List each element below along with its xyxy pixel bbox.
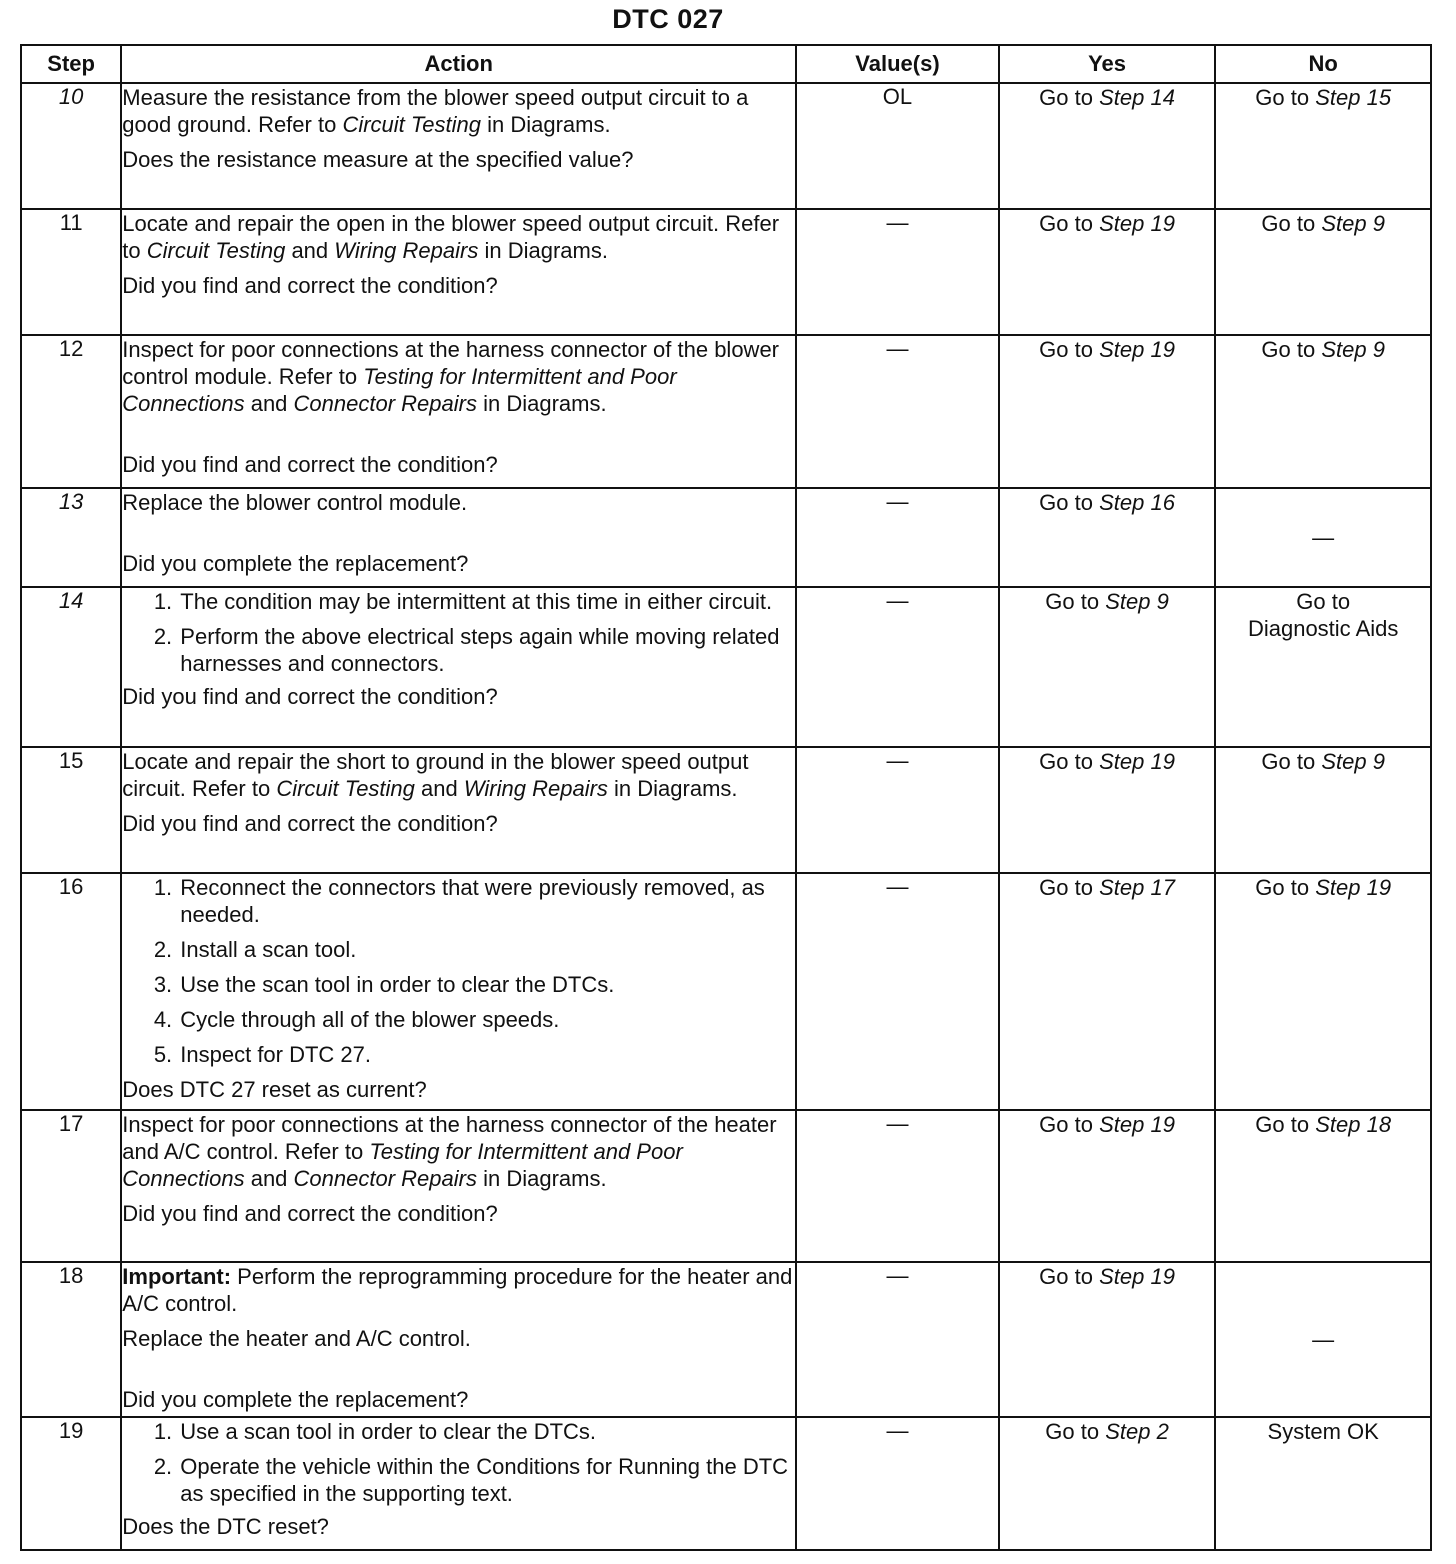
step-ref: Step 19 bbox=[1099, 1264, 1175, 1289]
value-cell: — bbox=[796, 873, 999, 1110]
action-question: Did you find and correct the condition? bbox=[122, 811, 498, 836]
action-cell bbox=[121, 747, 796, 873]
list-item: 2. Operate the vehicle within the Conditions for Running the DTC as specified in the supporting text. bbox=[178, 1453, 795, 1507]
table-row bbox=[21, 1110, 1431, 1262]
step-ref: Step 19 bbox=[1099, 749, 1175, 774]
diagnostic-aids-ref: Diagnostic Aids bbox=[1247, 616, 1399, 641]
action-cell bbox=[121, 873, 796, 1110]
list-item: 1. The condition may be intermittent at this time in either circuit. bbox=[178, 588, 795, 615]
action-text: Locate and repair the short to ground in the blower speed output circuit. Refer to Circuit Testing and Wiring Repairs in Diagrams. bbox=[122, 749, 749, 801]
value-cell: OL bbox=[796, 83, 999, 209]
yes-cell: Go to Step 19 bbox=[999, 335, 1216, 488]
table-row bbox=[21, 335, 1431, 488]
step-ref: Step 14 bbox=[1099, 85, 1175, 110]
step-ref: Step 2 bbox=[1105, 1419, 1169, 1444]
step-ref: Step 16 bbox=[1099, 490, 1175, 515]
yes-cell: Go to Step 2 bbox=[999, 1417, 1216, 1550]
value-cell: — bbox=[796, 1110, 999, 1262]
table-row bbox=[21, 209, 1431, 335]
step-number: 11 bbox=[21, 209, 121, 335]
action-question: Did you find and correct the condition? bbox=[122, 684, 498, 709]
step-number: 13 bbox=[21, 488, 121, 587]
list-item: 1. Use a scan tool in order to clear the DTCs. bbox=[178, 1418, 795, 1445]
no-cell: Go to Step 18 bbox=[1215, 1110, 1431, 1262]
yes-cell: Go to Step 14 bbox=[999, 83, 1216, 209]
step-number: 16 bbox=[21, 873, 121, 1110]
procedure-list bbox=[122, 588, 795, 677]
action-cell bbox=[121, 1110, 796, 1262]
no-cell: Go to Diagnostic Aids bbox=[1215, 587, 1431, 747]
header-no: No bbox=[1215, 45, 1431, 83]
yes-cell: Go to Step 17 bbox=[999, 873, 1216, 1110]
step-number: 18 bbox=[21, 1262, 121, 1417]
yes-cell: Go to Step 9 bbox=[999, 587, 1216, 747]
step-ref: Step 19 bbox=[1099, 1112, 1175, 1137]
action-question: Does the DTC reset? bbox=[122, 1514, 329, 1539]
procedure-list bbox=[122, 1418, 795, 1507]
yes-cell: Go to Step 19 bbox=[999, 1262, 1216, 1417]
action-cell bbox=[121, 335, 796, 488]
step-ref: Step 9 bbox=[1105, 589, 1169, 614]
action-cell bbox=[121, 1417, 796, 1550]
list-item: 1. Reconnect the connectors that were previously removed, as needed. bbox=[178, 874, 795, 928]
value-cell: — bbox=[796, 587, 999, 747]
action-cell bbox=[121, 1262, 796, 1417]
action-question: Did you find and correct the condition? bbox=[122, 1201, 498, 1226]
header-yes: Yes bbox=[999, 45, 1216, 83]
table-row bbox=[21, 873, 1431, 1110]
important-label: Important: bbox=[122, 1264, 232, 1289]
step-number: 17 bbox=[21, 1110, 121, 1262]
step-number: 12 bbox=[21, 335, 121, 488]
table-header-row bbox=[21, 45, 1431, 83]
list-item: 4. Cycle through all of the blower speeds. bbox=[178, 1006, 795, 1033]
table-row bbox=[21, 488, 1431, 587]
table-row bbox=[21, 83, 1431, 209]
value-cell: — bbox=[796, 1417, 999, 1550]
no-cell: Go to Step 15 bbox=[1215, 83, 1431, 209]
table-row bbox=[21, 747, 1431, 873]
no-cell: Go to Step 9 bbox=[1215, 209, 1431, 335]
table-row bbox=[21, 1262, 1431, 1417]
action-text: Locate and repair the open in the blower speed output circuit. Refer to Circuit Testing and Wiring Repairs in Diagrams. bbox=[122, 211, 780, 263]
value-cell: — bbox=[796, 747, 999, 873]
list-item: 2. Perform the above electrical steps again while moving related harnesses and connectors. bbox=[178, 623, 795, 677]
step-ref: Step 9 bbox=[1321, 337, 1385, 362]
yes-cell: Go to Step 19 bbox=[999, 747, 1216, 873]
list-item: 2. Install a scan tool. bbox=[178, 936, 795, 963]
action-text: Inspect for poor connections at the harness connector of the blower control module. Refer to Testing for Intermittent and Poor Connections and Connector Repairs in Diagrams. bbox=[122, 337, 780, 416]
no-cell: Go to Step 9 bbox=[1215, 335, 1431, 488]
action-text: Replace the heater and A/C control. bbox=[122, 1326, 471, 1351]
value-cell: — bbox=[796, 1262, 999, 1417]
step-ref: Step 18 bbox=[1315, 1112, 1392, 1137]
action-cell bbox=[121, 83, 796, 209]
step-ref: Step 15 bbox=[1315, 85, 1392, 110]
yes-cell: Go to Step 16 bbox=[999, 488, 1216, 587]
no-cell: System OK bbox=[1215, 1417, 1431, 1550]
dtc-table bbox=[20, 44, 1432, 1551]
step-ref: Step 9 bbox=[1321, 749, 1385, 774]
action-cell bbox=[121, 209, 796, 335]
action-question: Did you find and correct the condition? bbox=[122, 452, 498, 477]
action-question: Does the resistance measure at the specified value? bbox=[122, 147, 634, 172]
table-row bbox=[21, 1417, 1431, 1550]
action-text: Inspect for poor connections at the harness connector of the heater and A/C control. Refer to Testing for Intermittent and Poor Connections and Connector Repairs in Diagrams. bbox=[122, 1112, 777, 1191]
important-note: Important: Perform the reprogramming procedure for the heater and A/C control. bbox=[122, 1264, 793, 1316]
step-ref: Step 9 bbox=[1321, 211, 1385, 236]
step-number: 14 bbox=[21, 587, 121, 747]
page-title: DTC 027 bbox=[612, 4, 724, 34]
step-number: 10 bbox=[21, 83, 121, 209]
step-ref: Step 19 bbox=[1099, 211, 1175, 236]
header-values: Value(s) bbox=[796, 45, 999, 83]
table-row bbox=[21, 587, 1431, 747]
step-ref: Step 19 bbox=[1315, 875, 1392, 900]
action-cell bbox=[121, 587, 796, 747]
no-cell: Go to Step 9 bbox=[1215, 747, 1431, 873]
yes-cell: Go to Step 19 bbox=[999, 1110, 1216, 1262]
header-step: Step bbox=[21, 45, 121, 83]
no-cell: — bbox=[1215, 488, 1431, 587]
action-question: Did you complete the replacement? bbox=[122, 551, 469, 576]
value-cell: — bbox=[796, 335, 999, 488]
value-cell: — bbox=[796, 488, 999, 587]
step-ref: Step 17 bbox=[1099, 875, 1175, 900]
no-cell: — bbox=[1215, 1262, 1431, 1417]
step-number: 19 bbox=[21, 1417, 121, 1550]
yes-cell: Go to Step 19 bbox=[999, 209, 1216, 335]
header-action: Action bbox=[121, 45, 796, 83]
step-ref: Step 19 bbox=[1099, 337, 1175, 362]
action-question: Did you find and correct the condition? bbox=[122, 273, 498, 298]
procedure-list bbox=[122, 874, 795, 1068]
list-item: 3. Use the scan tool in order to clear the DTCs. bbox=[178, 971, 795, 998]
action-cell bbox=[121, 488, 796, 587]
action-text: Replace the blower control module. bbox=[122, 490, 468, 515]
list-item: 5. Inspect for DTC 27. bbox=[178, 1041, 795, 1068]
action-text: Measure the resistance from the blower speed output circuit to a good ground. Refer to Circuit Testing in Diagrams. bbox=[122, 85, 749, 137]
step-number: 15 bbox=[21, 747, 121, 873]
action-question: Did you complete the replacement? bbox=[122, 1387, 469, 1412]
value-cell: — bbox=[796, 209, 999, 335]
action-question: Does DTC 27 reset as current? bbox=[122, 1077, 427, 1102]
no-cell: Go to Step 19 bbox=[1215, 873, 1431, 1110]
